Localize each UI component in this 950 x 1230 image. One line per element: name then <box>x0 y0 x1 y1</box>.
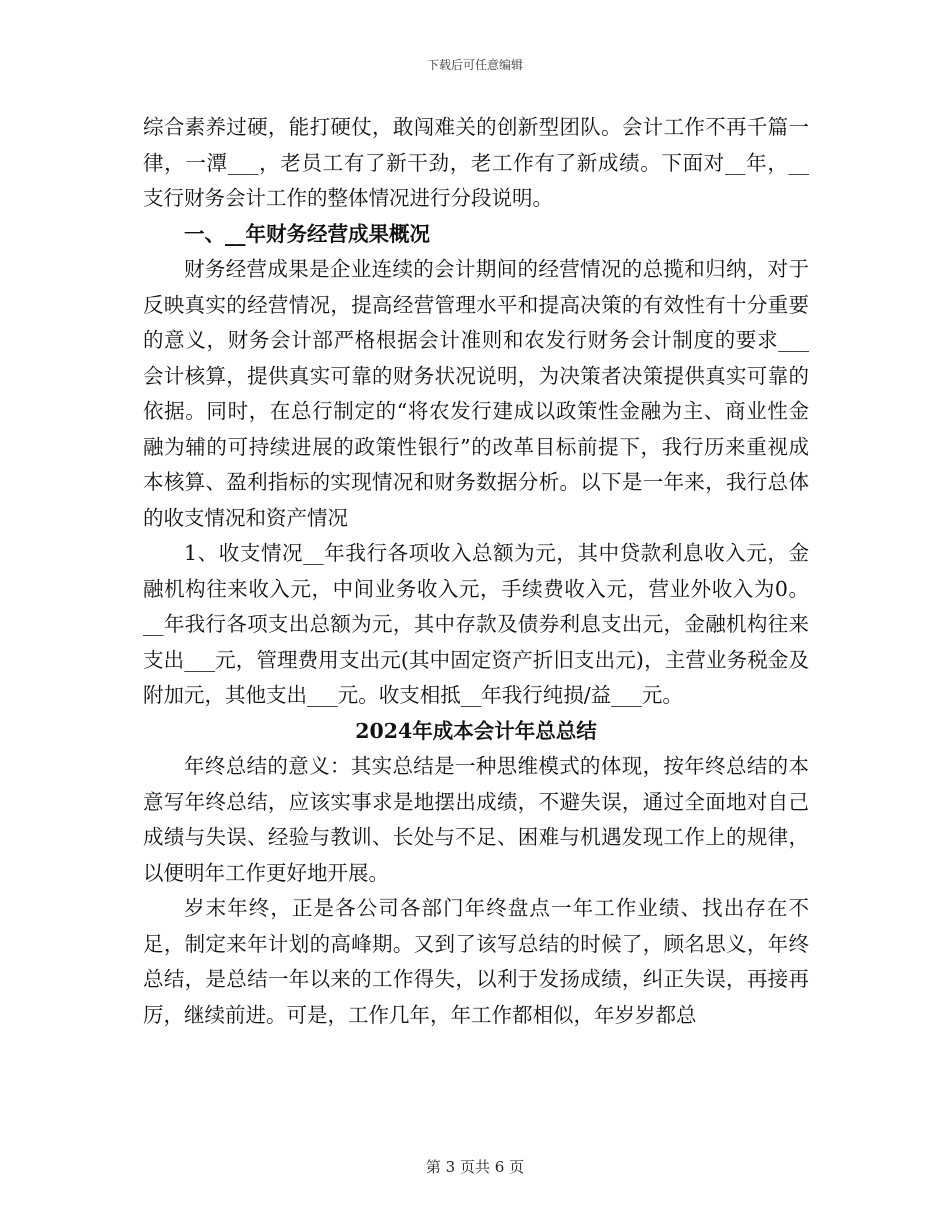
section-heading-financial-results: 一、__年财务经营成果概况 <box>184 221 430 246</box>
paragraph-year-end: 岁末年终，正是各公司各部门年终盘点一年工作业绩、找出存在不足，制定来年计划的高峰期。又到了该写总结的时候了，顾名思义，年终总结，是总结一年以来的工作得失，以利于发扬成绩，纠正失误，再接再厉，继续前进。可是，工作几年，年工作都相似，年岁岁都总 <box>143 896 809 1027</box>
paragraph-intro-continuation: 综合素养过硬，能打硬仗，敢闯难关的创新型团队。会计工作不再千篇一律，一潭___，老员工有了新干劲，老工作有了新成绩。下面对__年，__支行财务会计工作的整体情况进行分段说明。 <box>143 115 809 210</box>
document-title: 2024年成本会计年总总结 <box>355 718 597 743</box>
paragraph-income-expenditure: 1、收支情况__年我行各项收入总额为元，其中贷款利息收入元，金融机构往来收入元，中间业务收入元，手续费收入元，营业外收入为0。__年我行各项支出总额为元，其中存款及债券利息支出元，金融机构往来支出___元，管理费用支出元(其中固定资产折旧支出元)，主营业务税金及附加元，其他支出___元。收支相抵__年我行纯损/益___元。 <box>143 541 809 707</box>
page-header: 下载后可任意编辑 <box>426 58 523 72</box>
document-body <box>143 110 809 1033</box>
paragraph-summary-meaning: 年终总结的意义：其实总结是一种思维模式的体现，按年终总结的本意写年终总结，应该实事求是地摆出成绩，不避失误，通过全面地对自己成绩与失误、经验与教训、长处与不足、困难与机遇发现工作上的规律，以便明年工作更好地开展。 <box>143 754 809 885</box>
paragraph-financial-results: 财务经营成果是企业连续的会计期间的经营情况的总揽和归纳，对于反映真实的经营情况，提高经营管理水平和提高决策的有效性有十分重要的意义，财务会计部严格根据会计准则和农发行财务会计制度的要求___会计核算，提供真实可靠的财务状况说明，为决策者决策提供真实可靠的依据。同时，在总行制定的“将农发行建成以政策性金融为主、商业性金融为辅的可持续进展的政策性银行”的改革目标前提下，我行历来重视成本核算、盈利指标的实现情况和财务数据分析。以下是一年来，我行总体的收支情况和资产情况 <box>143 257 809 530</box>
page-number-footer: 第 3 页共 6 页 <box>425 1158 525 1176</box>
